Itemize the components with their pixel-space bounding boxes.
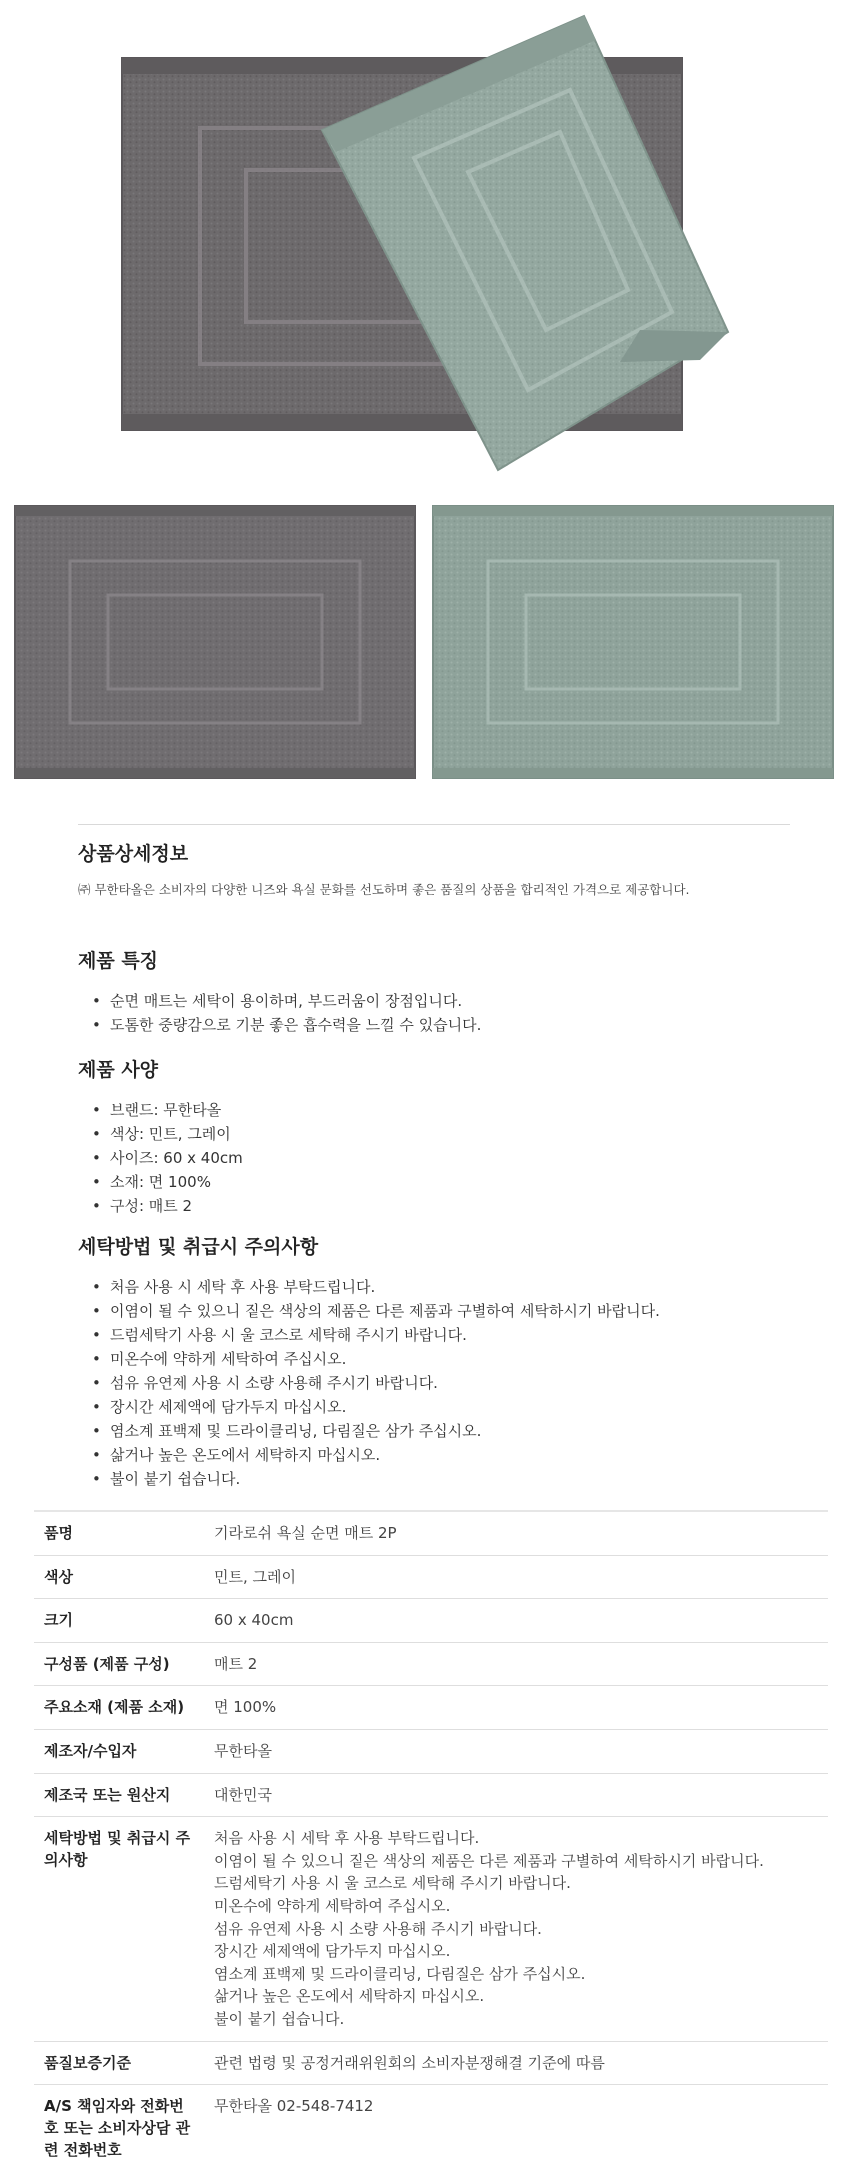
table-value-cell: 면 100% [214, 1698, 277, 1717]
table-value-cell: 대한민국 [214, 1785, 272, 1804]
list-item: • 브랜드: 무한타올 [88, 1098, 790, 1122]
table-row [34, 1774, 828, 1818]
care-line: 불이 붙기 쉽습니다. [214, 2009, 345, 2028]
list-item: • 순면 매트는 세탁이 용이하며, 부드러움이 장점입니다. [88, 989, 790, 1013]
mint-mat-thumbnail [432, 505, 834, 779]
care-title: 세탁방법 및 취급시 주의사항 [78, 1236, 319, 1258]
care-line: 처음 사용 시 세탁 후 사용 부탁드립니다. [214, 1829, 480, 1848]
list-item: • 구성: 매트 2 [88, 1194, 790, 1218]
table-value-cell: 매트 2 [214, 1654, 258, 1673]
list-item: • 드럼세탁기 사용 시 울 코스로 세탁해 주시기 바랍니다. [88, 1323, 790, 1347]
table-row [34, 1686, 828, 1730]
care-line: 삶거나 높은 온도에서 세탁하지 마십시오. [214, 1987, 485, 2006]
table-header-cell: 품명 [44, 1524, 73, 1542]
care-list [88, 1275, 790, 1491]
care-line: 드럼세탁기 사용 시 울 코스로 세탁해 주시기 바랍니다. [214, 1874, 571, 1893]
care-line: 이염이 될 수 있으니 짙은 색상의 제품은 다른 제품과 구별하여 세탁하시기 바랍니다. [214, 1851, 764, 1870]
table-value-cell: 무한타올 [214, 1741, 272, 1760]
list-item: • 삶거나 높은 온도에서 세탁하지 마십시오. [88, 1443, 790, 1467]
table-row [34, 2042, 828, 2086]
list-item: • 이염이 될 수 있으니 짙은 색상의 제품은 다른 제품과 구별하여 세탁하시기 바랍니다. [88, 1299, 790, 1323]
table-value-cell: 민트, 그레이 [214, 1567, 296, 1586]
list-item: • 도톰한 중량감으로 기분 좋은 흡수력을 느낄 수 있습니다. [88, 1013, 790, 1037]
section-divider [78, 824, 790, 825]
table-row [34, 1599, 828, 1643]
list-item: • 처음 사용 시 세탁 후 사용 부탁드립니다. [88, 1275, 790, 1299]
table-header-cell: 품질보증기준 [44, 2053, 131, 2072]
table-row [34, 2085, 828, 2171]
list-item: • 장시간 세제액에 담가두지 마십시오. [88, 1395, 790, 1419]
table-header-cell: 크기 [44, 1611, 73, 1630]
features-title: 제품 특징 [78, 950, 159, 972]
list-item: • 섬유 유연제 사용 시 소량 사용해 주시기 바랍니다. [88, 1371, 790, 1395]
table-row [34, 1643, 828, 1687]
table-header-cell: 제조자/수입자 [44, 1741, 137, 1760]
list-item: • 사이즈: 60 x 40cm [88, 1146, 790, 1170]
table-value-cell [206, 1817, 828, 2040]
product-info-table [34, 1510, 828, 2171]
specs-title: 제품 사양 [78, 1059, 159, 1081]
care-line: 미온수에 약하게 세탁하여 주십시오. [214, 1896, 451, 1915]
table-value-cell: 무한타올 02-548-7412 [214, 2097, 374, 2116]
care-line: 장시간 세제액에 담가두지 마십시오. [214, 1942, 451, 1961]
table-header-cell: 제조국 또는 원산지 [44, 1785, 171, 1804]
table-header-cell: 색상 [44, 1567, 73, 1586]
detail-title: 상품상세정보 [78, 843, 189, 865]
care-line: 염소계 표백제 및 드라이클리닝, 다림질은 삼가 주십시오. [214, 1964, 586, 1983]
list-item: • 미온수에 약하게 세탁하여 주십시오. [88, 1347, 790, 1371]
list-item: • 소재: 면 100% [88, 1170, 790, 1194]
table-header-cell: 주요소재 (제품 소재) [44, 1698, 185, 1717]
table-row [34, 1556, 828, 1600]
table-value-cell: 관련 법령 및 공정거래위원회의 소비자분쟁해결 기준에 따름 [214, 2053, 605, 2072]
table-header-cell: 세탁방법 및 취급시 주의사항 [44, 1829, 191, 1870]
list-item: • 불이 붙기 쉽습니다. [88, 1467, 790, 1491]
table-row [34, 1817, 828, 2041]
table-header-cell: A/S 책임자와 전화번호 또는 소비자상담 관련 전화번호 [44, 2097, 191, 2160]
table-value-cell: 기라로쉬 욕실 순면 매트 2P [214, 1524, 397, 1542]
detail-intro: ㈜ 무한타올은 소비자의 다양한 니즈와 욕실 문화를 선도하며 좋은 품질의 상품을 합리적인 가격으로 제공합니다. [78, 882, 690, 897]
care-line: 섬유 유연제 사용 시 소량 사용해 주시기 바랍니다. [214, 1919, 542, 1938]
gray-mat-thumbnail [14, 505, 416, 779]
specs-list [88, 1098, 790, 1218]
table-row [34, 1730, 828, 1774]
hero-product-image [0, 0, 850, 475]
list-item: • 염소계 표백제 및 드라이클리닝, 다림질은 삼가 주십시오. [88, 1419, 790, 1443]
features-list [88, 989, 790, 1037]
table-header-cell: 구성품 (제품 구성) [44, 1654, 170, 1673]
list-item: • 색상: 민트, 그레이 [88, 1122, 790, 1146]
table-row [34, 1512, 828, 1556]
table-value-cell: 60 x 40cm [214, 1611, 294, 1630]
product-detail-section [78, 824, 790, 1491]
